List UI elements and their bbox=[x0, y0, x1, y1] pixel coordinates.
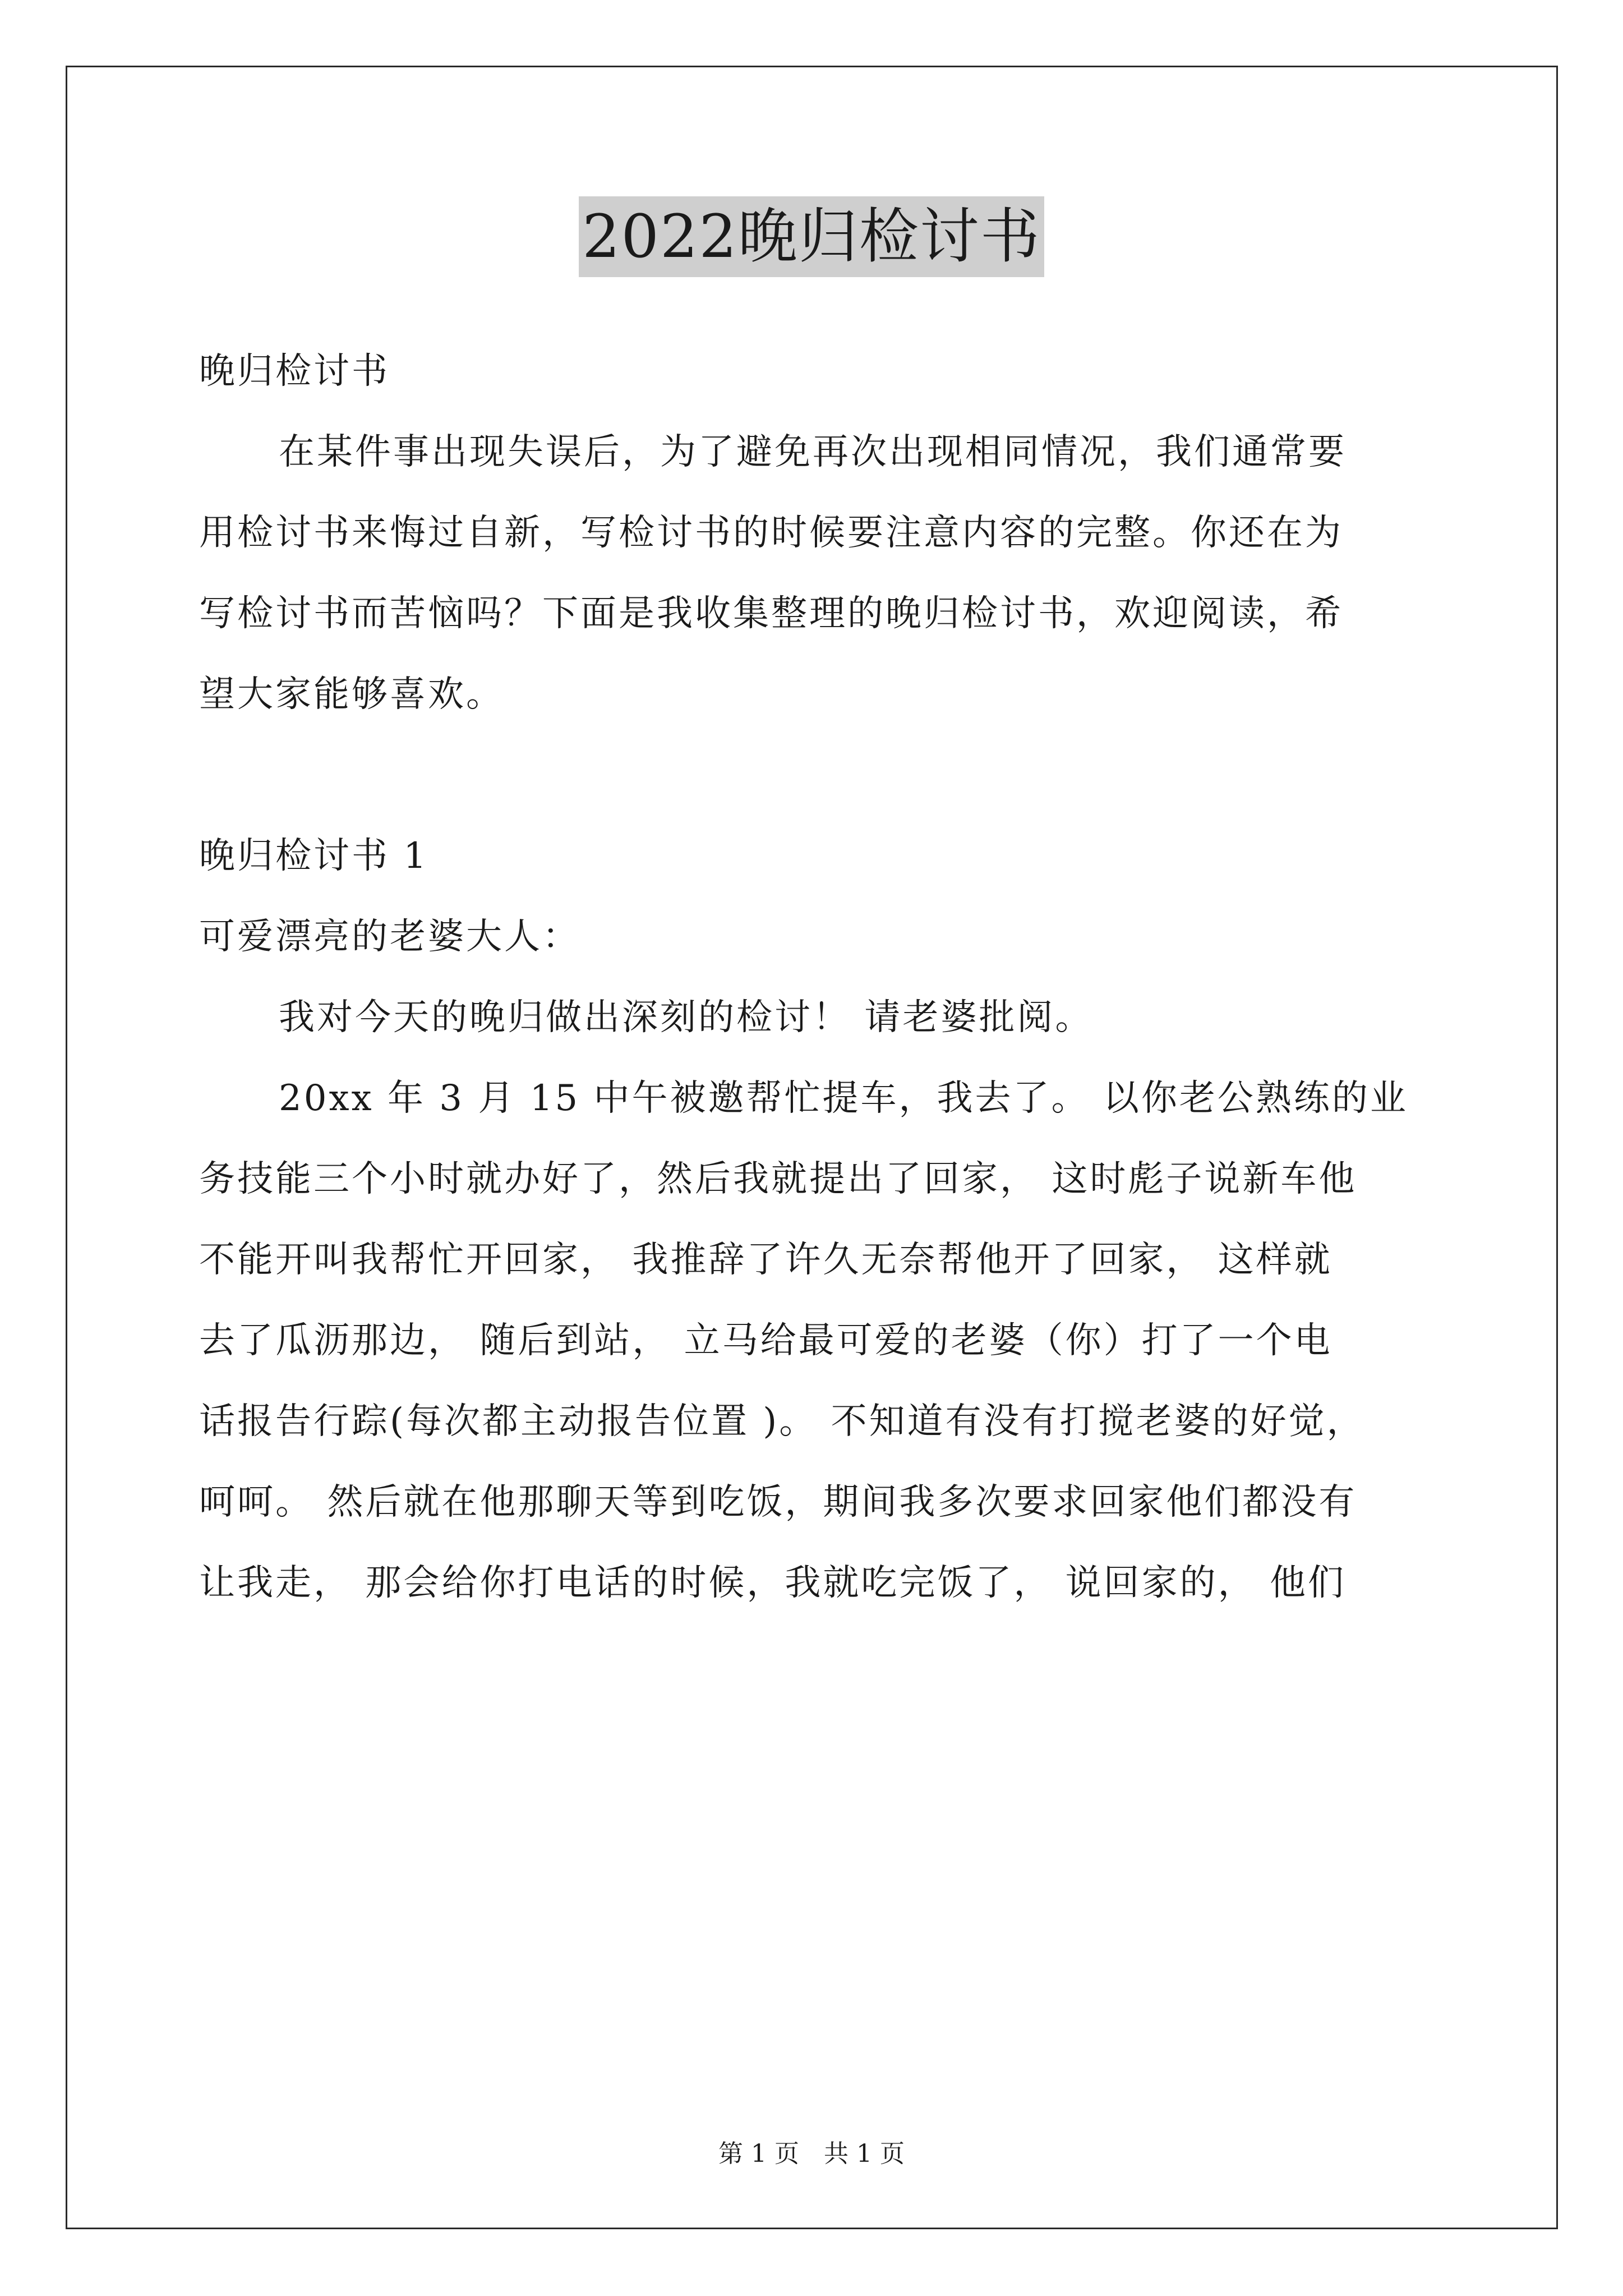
document-body bbox=[199, 331, 1433, 1623]
body-line-4: 写检讨书而苦恼吗？下面是我收集整理的晚归检讨书，欢迎阅读，希 bbox=[199, 593, 1343, 634]
body-line-13: 去了瓜沥那边， 随后到站， 立马给最可爱的老婆（你）打了一个电 bbox=[199, 1320, 1332, 1361]
section-heading-1: 晚归检讨书 1 bbox=[199, 835, 429, 877]
page-footer: 第 1 页 共 1 页 bbox=[718, 2139, 905, 2168]
body-line-10: 20xx 年 3 月 15 中午被邀帮忙提车，我去了。 以你老公熟练的业 bbox=[279, 1078, 1408, 1119]
body-line-15: 呵呵。 然后就在他那聊天等到吃饭，期间我多次要求回家他们都没有 bbox=[199, 1481, 1357, 1523]
body-line-1: 晚归检讨书 bbox=[199, 351, 390, 392]
body-line-2: 在某件事出现失误后，为了避免再次出现相同情况，我们通常要 bbox=[279, 431, 1347, 473]
body-line-14: 话报告行踪(每次都主动报告位置 )。 不知道有没有打搅老婆的好觉， bbox=[199, 1401, 1365, 1442]
body-line-16: 让我走， 那会给你打电话的时候，我就吃完饭了， 说回家的， 他们 bbox=[199, 1562, 1347, 1604]
document-title: 2022晚归检讨书 bbox=[579, 196, 1044, 277]
body-line-5: 望大家能够喜欢。 bbox=[199, 674, 504, 715]
salutation: 可爱漂亮的老婆大人： bbox=[199, 916, 580, 958]
body-line-9: 我对今天的晚归做出深刻的检讨！ 请老婆批阅。 bbox=[279, 997, 1094, 1038]
body-line-3: 用检讨书来悔过自新，写检讨书的时候要注意内容的完整。你还在为 bbox=[199, 512, 1343, 554]
title-container bbox=[0, 196, 1623, 277]
body-line-12: 不能开叫我帮忙开回家， 我推辞了许久无奈帮他开了回家， 这样就 bbox=[199, 1239, 1332, 1281]
body-line-11: 务技能三个小时就办好了，然后我就提出了回家， 这时彪子说新车他 bbox=[199, 1158, 1357, 1200]
blank-line bbox=[199, 735, 1433, 816]
